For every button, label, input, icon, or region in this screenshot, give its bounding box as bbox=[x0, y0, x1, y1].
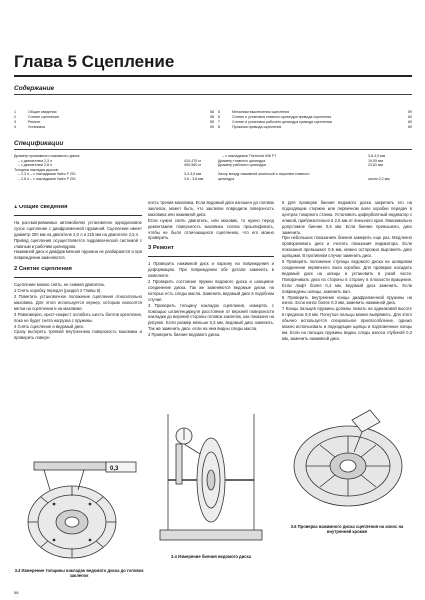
section-heading: 3 Ремонт bbox=[148, 245, 174, 252]
spec-label: Зазор между нажимной шпилькой и поршнем главного bbox=[218, 172, 310, 177]
contents-rule bbox=[14, 94, 412, 95]
spec-label: – с двигателем 2,3 л bbox=[18, 158, 53, 163]
toc-item[interactable]: 4 Установка 59 bbox=[14, 125, 214, 129]
spec-label: Диаметр рабочего цилиндра bbox=[218, 163, 266, 168]
figure-pressure-plate bbox=[282, 400, 412, 522]
chapter-title: Глава 5 Сцепление bbox=[14, 52, 175, 71]
runout-illustration bbox=[148, 402, 274, 552]
contents-right bbox=[218, 110, 412, 134]
specs-right bbox=[218, 154, 412, 188]
paragraph: Сцепление можно снять, не снимая двигатель. bbox=[14, 282, 106, 288]
contents-heading: Содержание bbox=[14, 85, 55, 92]
paragraph: 2 Пометить установочное положение сцепления относительно маховика. Для этого используется кернер, которым наносятся метки на сцеплении и на маховике. bbox=[14, 293, 142, 311]
paragraph: Нажимной диск и диафрагменная пружина не разбираются и при повреждении заменяются. bbox=[14, 249, 142, 261]
paragraph: 3 Проверить толщину накладок сцепления, измерять с помощью штангенциркуля расстояние от верхней поверхности накладки до верхней стороны головок заклепок, как показано на рисунке. Если размер меньше 0,3 мм, ведомый диск заменить. Так же заменить диск, если на нем видны следы масла. bbox=[148, 302, 274, 332]
section-rule bbox=[14, 277, 142, 278]
paragraph: 3 Равномерно, крест-накрест ослабить шесть болтов крепления, пока не будет снята нагрузка с пружины. bbox=[14, 311, 142, 323]
paragraph: 1 Проверить нажимной диск и корзину на повреждения и деформацию. При повреждении обе детали заменить в комплекте. bbox=[148, 261, 274, 279]
figure-caption: 3.3 Измерение толщины накладок ведомого диска до головок заклепок bbox=[14, 568, 144, 579]
contents-left bbox=[14, 110, 214, 134]
spec-label: Диаметр прижимного нажимного диска: bbox=[14, 154, 81, 158]
paragraph: 5 Для проверки биения ведомого диска закрепить его на подходящем стержне или первичном вале коробки передач в центрах токарного станка. Установить циферблатный индикатор с ножкой, приблизительно в 2,5 мм от внешнего края. Максимально допустимое биение 0,5 мм. Если биение превышено, диск заменить. bbox=[282, 200, 412, 235]
paragraph: 2 Проверить состояние пружин ведомого диска и шлицевое соединение диска. Так же заменяются ведомые диски, на которых есть следы масла. Заменить ведомый диск в подобном случае. bbox=[148, 278, 274, 302]
toc-item[interactable]: 8 Прокачка привода сцепления 60 bbox=[218, 125, 412, 129]
spec-value: 3,8-4,0 мм bbox=[368, 154, 386, 158]
column-2 bbox=[148, 200, 274, 400]
paragraph: На рассматриваемых автомобилях установлено однодисковое сухое сцепление с диафрагменной пружиной. Сцепление имеет диаметр 200 мм на двигателе 2,0 л и 215 мм на двигателе 2,5 л. bbox=[14, 219, 142, 237]
spec-label: цилиндра bbox=[218, 177, 235, 181]
section-rule bbox=[148, 256, 274, 257]
figure-disc-runout bbox=[148, 402, 274, 552]
paragraph: 7 Концы пальцев пружины должны лежать на одинаковой высоте в пределах 0,5 мм. Погнутые пальцы можно выпрямить. Для этого обычно используется специальное приспособление, однако можно использовать и подходящие щипцы и подложенные концы им. Если на пальцах пружины видны следы износа глубиной 0,3 мм, заменить нажимной диск. bbox=[282, 306, 412, 341]
paragraph: 4 Снять сцепление и ведомый диск. bbox=[14, 323, 85, 329]
spec-value: 19,05 мм bbox=[368, 158, 383, 163]
toc-item[interactable]: 7 Снятие и установка рабочего цилиндра привода сцепления 60 bbox=[218, 120, 412, 124]
page-number: 58 bbox=[14, 590, 19, 595]
spec-label: Толщина накладок дисков: bbox=[14, 167, 59, 172]
spec-label: – с двигателем 2,8 л bbox=[18, 163, 53, 168]
spec-value: 3,4-3,6 мм bbox=[184, 172, 202, 177]
paragraph: ность трения маховика. Если ведомый диск изношен до головок заклепок, может быть, что заклепки повредили поверхность маховика или нажимной диск. bbox=[148, 200, 274, 217]
title-rule bbox=[14, 75, 412, 77]
spec-label: – с накладками Thermoid 946 FT bbox=[222, 154, 277, 158]
spec-label: – 2,3 л – с накладками Valeo F 201 bbox=[18, 172, 76, 177]
pressure-plate-illustration bbox=[282, 400, 412, 522]
spec-label: – 2,8 л – с накладками Valeo F 201 bbox=[18, 177, 76, 181]
spec-value: 410-470 кг bbox=[184, 158, 202, 163]
specs-left bbox=[14, 154, 214, 184]
paragraph: 4 Проверить биение ведомого диска. bbox=[148, 332, 221, 338]
figure-caption: 3.6 Проверка нажимного диска сцепления на износ на внутренней кромке bbox=[290, 524, 404, 535]
toc-item[interactable]: 1 Общие сведения 58 bbox=[14, 110, 214, 114]
column-3 bbox=[282, 200, 412, 396]
paragraph: При небольших показаниях биения замерить еще раз. Медленно проворачивать диск и считать показания индикатора. Если показания превышают 0,5 мм, можно осторожно выровнять диск щипцами. В противном случае заменить диск. bbox=[282, 235, 412, 259]
spec-value: 3,6 - 3,8 мм bbox=[184, 177, 204, 181]
measurement-label: 0,3 bbox=[110, 466, 119, 472]
toc-item[interactable]: 2 Снятие сцепления 58 bbox=[14, 115, 214, 119]
section-rule bbox=[14, 215, 142, 216]
section-heading: 2 Снятие сцепления bbox=[14, 266, 72, 273]
column-1 bbox=[14, 205, 142, 453]
paragraph: Сразу вытереть тряпкой внутреннюю поверхность маховика и проверить поверх- bbox=[14, 329, 142, 341]
figure-lining-thickness bbox=[14, 456, 144, 568]
specs-rule bbox=[14, 149, 412, 150]
paragraph: 1 Снять коробку передач (раздел 2 Главы 6). bbox=[14, 288, 102, 294]
section-heading: 1 Общие сведения bbox=[14, 205, 68, 210]
spec-value: около 0,2 мм bbox=[368, 177, 390, 181]
toc-item[interactable]: 3 Ремонт 58 bbox=[14, 120, 214, 124]
spec-value: 490-560 кг bbox=[184, 163, 202, 168]
clutch-disc-illustration bbox=[14, 456, 144, 568]
paragraph: Привод сцепления осуществляется гидравлической системой с главным и рабочим цилиндром. bbox=[14, 237, 142, 249]
specs-heading: Спецификации bbox=[14, 140, 64, 147]
spec-label: Диаметр главного цилиндра bbox=[218, 158, 266, 163]
figure-caption: 3.4 Измерение биения ведомого диска bbox=[170, 554, 252, 559]
paragraph: Если нужно снять двигатель, или маховик, то нужно перед демонтажем поверхность маховика слегка прошлифовать, чтобы не было отличающихся сцеплению, что его можно проверить. bbox=[148, 217, 274, 241]
paragraph: 5 Проверить положение ступицы ведомого диска на шлицевом соединении первичного вала коробки. Для проверки насадить ведомый диск на шлицы и установить в узкой части. Поворачивать диск из стороны в сторону в плоскости вращения. Если люфт более 0,4 мм, ведомый диск заменить. Если повреждены шлицы, заменить вал. bbox=[282, 259, 412, 294]
spec-value: 23,81 мм bbox=[368, 163, 383, 168]
toc-item[interactable]: 5 Механизм выключения сцепления 59 bbox=[218, 110, 412, 114]
toc-item[interactable]: 6 Снятие и установка главного цилиндра привода сцепления 60 bbox=[218, 115, 412, 119]
paragraph: 6 Проверить внутренние концы диафрагменной пружины на износ. Если износ более 0,3 мм, заменить нажимной диск. bbox=[282, 294, 412, 306]
